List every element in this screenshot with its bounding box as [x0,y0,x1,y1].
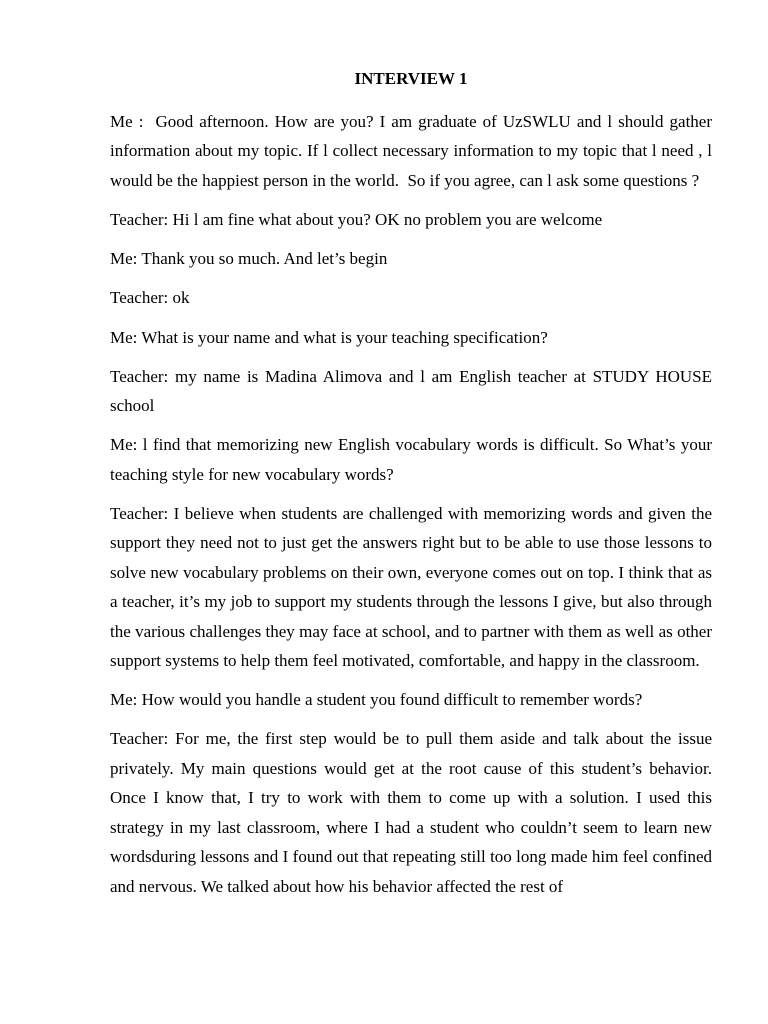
paragraph-me-vocabulary-question: Me: l find that memorizing new English vocabulary words is difficult. So What’s your teaching style for new vocabulary words? [110,435,717,484]
paragraph-teacher-difficult-student-answer: Teacher: For me, the first step would be to pull them aside and talk about the issue privately. My main questions would get at the root cause of this student’s behavior. Once I know that, I try to work with them to come up with a solution. I used this strategy in my last classroom, where I had a student who couldn’t seem to learn new wordsduring lessons and I found out that repeating still too long made him feel confined and nervous. We talked about how his behavior affected the rest of [110,729,717,896]
paragraph-me-name-question: Me: What is your name and what is your teaching specification? [110,327,548,347]
paragraph-me-thanks: Me: Thank you so much. And let’s begin [110,249,388,269]
page-title: INTERVIEW 1 [354,69,468,88]
paragraph-teacher-greeting: Teacher: Hi l am fine what about you? OK no problem you are welcome [110,210,603,230]
paragraph-me-difficult-student-question: Me: How would you handle a student you found difficult to remember words? [110,690,643,710]
paragraph-intro: Me : Good afternoon. How are you? I am graduate of UzSWLU and l should gather information about my topic. If l collect necessary information to my topic that l need , l would be the happiest person in the world. So if you agree, can l ask some questions ? [110,112,717,190]
paragraph-teacher-teaching-style: Teacher: I believe when students are challenged with memorizing words and given the support they need not to just get the answers right but to be able to use those lessons to solve new vocabulary problems on their own, everyone comes out on top. I think that as a teacher, it’s my job to support my students through the lessons I give, but also through the various challenges they may face at school, and to partner with them as well as other support systems to help them feel motivated, comfortable, and happy in the classroom. [110,504,717,671]
paragraph-teacher-name: Teacher: my name is Madina Alimova and l am English teacher at STUDY HOUSE school [110,366,717,416]
paragraph-teacher-ok: Teacher: ok [110,288,190,308]
